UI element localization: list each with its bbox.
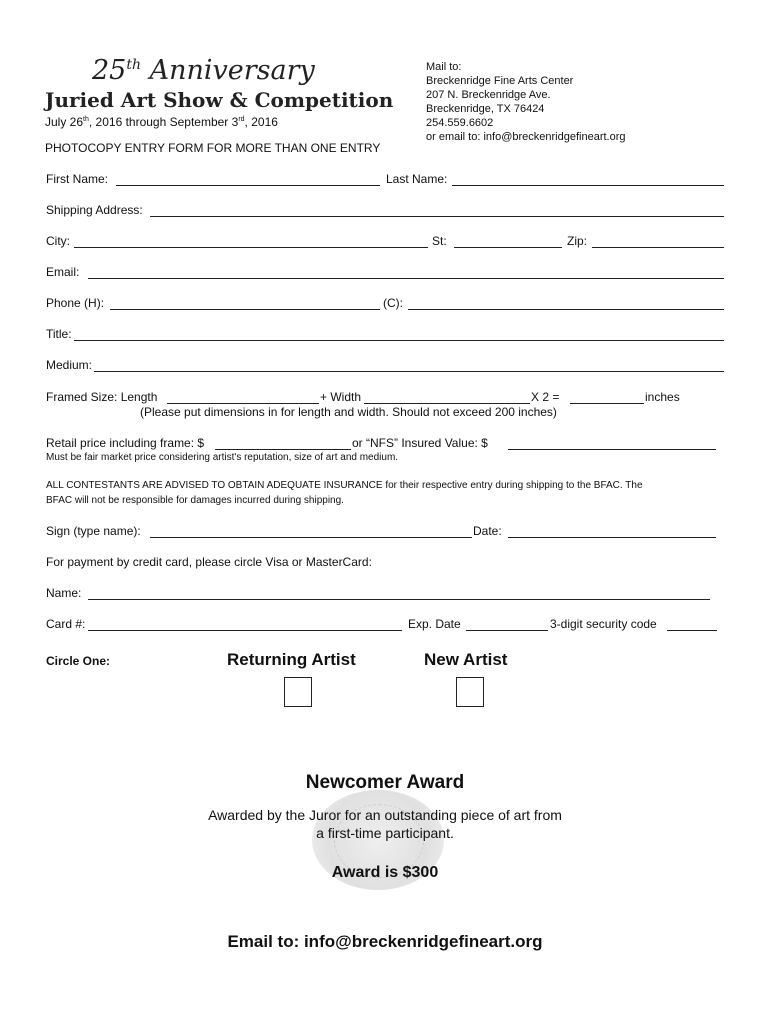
mail-city: Breckenridge, TX 76424 [426,103,545,115]
width-label: + Width [320,390,362,404]
insurance-notice-line-2: BFAC will not be responsible for damages incurred during shipping. [46,495,344,506]
state-label: St: [432,234,447,248]
insured-value-field[interactable] [508,449,716,450]
sign-field[interactable] [150,537,472,538]
form-title: Juried Art Show & Competition [45,88,394,112]
mail-to-block [426,60,626,144]
length-field[interactable] [167,403,319,404]
returning-artist-label: Returning Artist [227,650,356,669]
last-name-label: Last Name: [386,172,448,186]
cardholder-name-label: Name: [46,586,82,600]
sign-label: Sign (type name): [46,524,141,538]
award-title: Newcomer Award [305,772,465,793]
dimensions-note: (Please put dimensions in for length and width. Should not exceed 200 inches) [140,405,557,419]
photocopy-note: PHOTOCOPY ENTRY FORM FOR MORE THAN ONE ENTRY [45,141,381,155]
framed-size-label: Framed Size: Length [46,390,158,404]
retail-price-field[interactable] [215,449,351,450]
state-field[interactable] [454,247,562,248]
shipping-label: Shipping Address: [46,203,143,217]
insured-value-label: or “NFS” Insured Value: $ [352,436,488,450]
phone-home-label: Phone (H): [46,296,105,310]
mail-phone: 254.559.6602 [426,117,494,129]
phone-cell-field[interactable] [408,309,724,310]
exp-date-label: Exp. Date [408,617,461,631]
security-code-field[interactable] [667,630,717,631]
award-description-2: a first-time participant. [316,825,454,841]
last-name-field[interactable] [452,185,724,186]
card-number-field[interactable] [88,630,402,631]
width-field[interactable] [364,403,530,404]
inches-label: inches [645,390,680,404]
cardholder-name-field[interactable] [88,599,710,600]
new-artist-checkbox[interactable] [456,677,484,707]
first-name-field[interactable] [116,185,380,186]
city-label: City: [46,234,70,248]
footer-email: Email to: info@breckenridgefineart.org [227,932,543,951]
mail-org: Breckenridge Fine Arts Center [426,75,574,87]
title-field[interactable] [74,340,724,341]
zip-field[interactable] [592,247,724,248]
show-dates: July 26th, 2016 through September 3rd, 2016 [45,115,278,129]
new-artist-label: New Artist [424,650,508,669]
title-label: Title: [46,327,72,341]
shipping-field[interactable] [150,216,724,217]
zip-label: Zip: [567,234,588,248]
email-field[interactable] [88,278,724,279]
phone-cell-label: (C): [383,296,403,310]
retail-price-label: Retail price including frame: $ [46,436,205,450]
credit-card-instruction: For payment by credit card, please circle Visa or MasterCard: [46,555,372,569]
award-description-1: Awarded by the Juror for an outstanding piece of art from [208,807,562,823]
award-amount: Award is $300 [331,864,439,881]
card-number-label: Card #: [46,617,86,631]
medium-field[interactable] [94,371,724,372]
returning-artist-checkbox[interactable] [284,677,312,707]
first-name-label: First Name: [46,172,109,186]
medium-label: Medium: [46,358,93,372]
date-label: Date: [473,524,502,538]
date-field[interactable] [508,537,716,538]
anniversary-heading: 25th Anniversary [92,55,315,86]
city-field[interactable] [74,247,428,248]
insurance-notice-line-1: ALL CONTESTANTS ARE ADVISED TO OBTAIN ADEQUATE INSURANCE for their respective entry during shipping to the BFAC. The [46,480,643,491]
email-label: Email: [46,265,80,279]
x2-label: X 2 = [531,390,560,404]
mail-street: 207 N. Breckenridge Ave. [426,89,551,101]
phone-home-field[interactable] [110,309,380,310]
security-code-label: 3-digit security code [550,617,657,631]
circle-one-label: Circle One: [46,654,111,668]
exp-date-field[interactable] [466,630,548,631]
total-inches-field[interactable] [570,403,644,404]
mail-label: Mail to: [426,61,462,73]
mail-email: or email to: info@breckenridgefineart.org [426,131,626,143]
fair-market-note: Must be fair market price considering artist's reputation, size of art and medium. [46,452,399,463]
